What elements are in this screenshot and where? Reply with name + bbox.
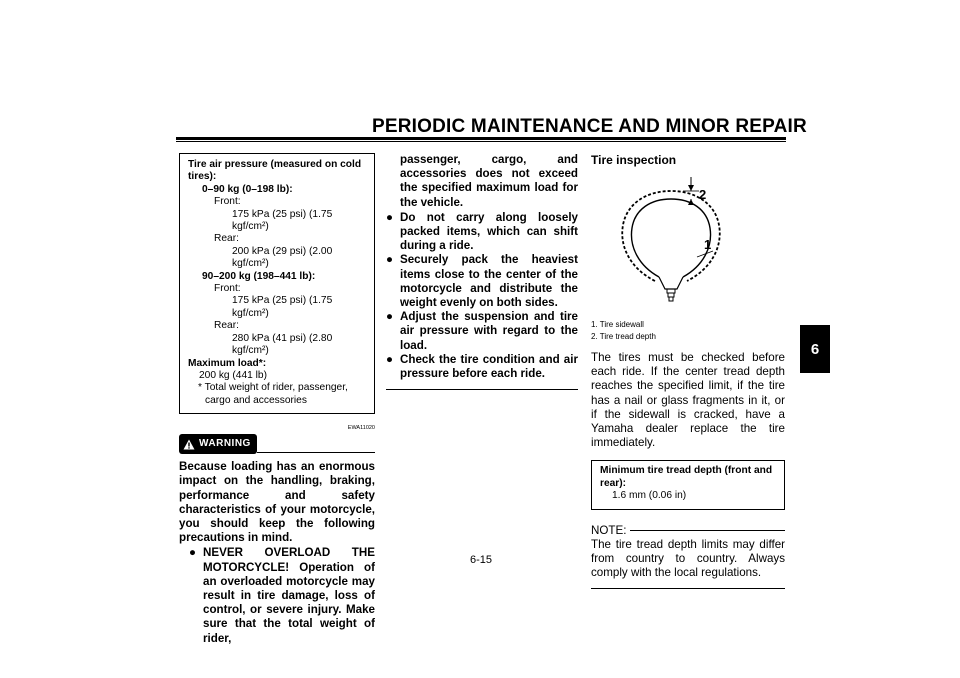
warning-header <box>179 434 375 454</box>
warning-bullet-4-text: Adjust the suspension and tire air pressure with regard to the load. <box>400 310 578 352</box>
spec-max-load-label: Maximum load*: <box>188 357 267 369</box>
note-header <box>591 524 785 538</box>
spec-front-label: Front: <box>214 196 241 208</box>
caption-1: 1. Tire sidewall <box>591 320 644 329</box>
fig-label-2: 2 <box>699 187 707 202</box>
tire-pressure-spec-box <box>179 153 375 414</box>
warning-bullet-3-text: Securely pack the heaviest items close to the center of the motorcycle and distribute the weight evenly on both sides. <box>400 253 578 310</box>
bullet-dot: ● <box>386 253 394 267</box>
warning-bullet-3 <box>386 253 578 310</box>
note-rule <box>630 530 785 531</box>
page-title: PERIODIC MAINTENANCE AND MINOR REPAIR <box>372 116 807 137</box>
spec-rear-label-2: Rear: <box>214 320 239 332</box>
warning-rule <box>257 452 375 453</box>
title-rule-thin <box>176 141 786 142</box>
left-column <box>179 153 375 646</box>
spec-range2-rear: 280 kPa (41 psi) (2.80 kgf/cm²) <box>232 332 333 357</box>
warning-bullet-4 <box>386 310 578 353</box>
warning-bullet-1 <box>189 546 375 645</box>
warning-bullet-5 <box>386 353 578 381</box>
spec-range2: 90–200 kg (198–441 lb): <box>202 270 316 282</box>
warning-bullet-1-continued: passenger, cargo, and accessories does not exceed the specified maximum load for the vehicle. <box>400 153 578 209</box>
warning-bullet-2 <box>386 211 578 254</box>
warning-bullet-2-text: Do not carry along loosely packed items, which can shift during a ride. <box>400 210 578 253</box>
inspection-body: The tires must be checked before each ride. If the center tread depth reaches the specified limit, if the tire has a nail or glass fragments in it, or if the sidewall is cracked, have a Yamaha dealer replace the tire immediately. <box>591 351 785 450</box>
spec-range1-front: 175 kPa (25 psi) (1.75 kgf/cm²) <box>232 208 333 233</box>
bullet-dot: ● <box>386 210 394 224</box>
tread-spec-title: Minimum tire tread depth (front and rear): <box>600 465 773 489</box>
spec-footnote: * Total weight of rider, passenger, cargo and accessories <box>198 382 348 406</box>
spec-front-label-2: Front: <box>214 283 241 295</box>
warning-bullets-2 <box>386 211 578 381</box>
bullet-dot: ● <box>189 546 197 560</box>
title-rule <box>176 137 786 140</box>
spec-rear-label: Rear: <box>214 233 239 245</box>
warning-badge <box>179 434 257 454</box>
warning-intro: Because loading has an enormous impact on the handling, braking, performance and safety characteristics of your motorcycle, you should keep the following precautions in mind. <box>179 460 375 545</box>
spec-range1: 0–90 kg (0–198 lb): <box>202 183 293 195</box>
warning-bullet-1-text: NEVER OVERLOAD THE MOTORCYCLE! Operation of an overloaded motorcycle may result in tire damage, loss of control, or severe injury. Make sure that the total weight of rider, <box>203 546 375 645</box>
middle-column <box>386 153 578 390</box>
warning-label: WARNING <box>199 438 251 450</box>
spec-range2-front: 175 kPa (25 psi) (1.75 kgf/cm²) <box>232 295 333 319</box>
fig-label-1: 1 <box>704 237 712 252</box>
warning-bullets-1 <box>179 546 375 645</box>
warning-triangle-icon <box>183 439 195 450</box>
warning-bullet-5-text: Check the tire condition and air pressure before each ride. <box>400 352 578 381</box>
page-number: 6-15 <box>469 554 493 566</box>
warning-end-rule <box>386 389 578 390</box>
section-heading: Tire inspection <box>591 153 677 167</box>
spec-range1-rear: 200 kPa (29 psi) (2.00 kgf/cm²) <box>232 245 333 270</box>
tread-depth-spec-box <box>591 460 785 509</box>
warning-code: EWA11020 <box>347 425 375 432</box>
right-column <box>591 153 785 589</box>
tread-spec-value: 1.6 mm (0.06 in) <box>612 490 687 502</box>
spec-max-load-value: 200 kg (441 lb) <box>199 369 267 381</box>
figure-captions <box>591 319 785 343</box>
chapter-tab: 6 <box>800 325 830 373</box>
note-end-rule <box>591 588 785 589</box>
bullet-dot: ● <box>386 310 394 324</box>
caption-2: 2. Tire tread depth <box>591 332 656 341</box>
tire-cross-section-figure <box>591 173 751 313</box>
note-label: NOTE: <box>591 523 627 537</box>
note-text: The tire tread depth limits may differ from country to country. Always comply with the local regulations. <box>591 537 785 580</box>
bullet-dot: ● <box>386 352 394 366</box>
spec-title: Tire air pressure (measured on cold tires): <box>188 159 362 183</box>
